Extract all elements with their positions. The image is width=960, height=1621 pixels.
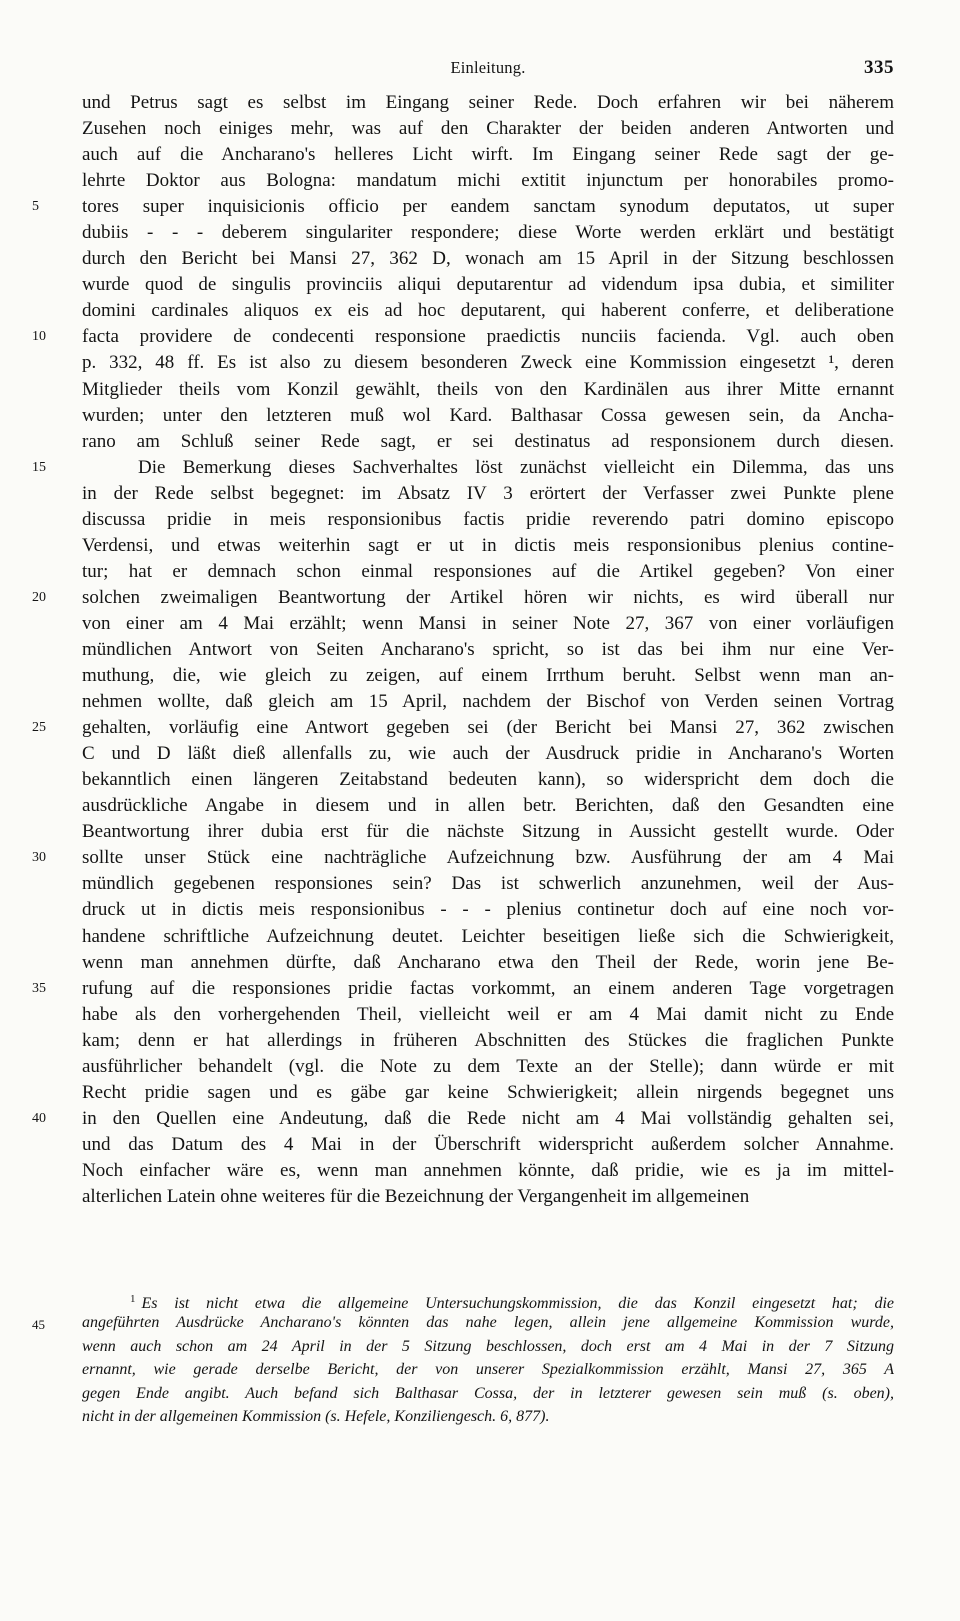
text-line (82, 377, 894, 403)
line-text: Noch einfacher wäre es, wenn man annehmen könnte, daß pridie, wie es ja im mittel- (82, 1159, 894, 1181)
line-number: 35 (32, 980, 46, 996)
text-line (82, 637, 894, 663)
text-line (82, 924, 894, 950)
text-line (82, 298, 894, 324)
line-text: muthung, die, wie gleich zu zeigen, auf einem Irrthum beruht. Selbst wenn man an- (82, 665, 894, 687)
footnote-text: ernannt, wie gerade derselbe Bericht, der von unserer Spezialkommission erzählt, Mansi 27, 365 A (82, 1361, 894, 1379)
text-line (82, 1080, 894, 1106)
text-line (82, 533, 894, 559)
line-text: habe als den vorhergehenden Theil, vielleicht weil er am 4 Mai damit nicht zu Ende (82, 1003, 894, 1025)
line-text: ausführlicher behandelt (vgl. die Note zu dem Texte an der Stelle); dann würde er mit (82, 1055, 894, 1077)
footnote (32, 1288, 894, 1428)
line-text: nehmen wollte, daß gleich am 15 April, nachdem der Bischof von Verden seinen Vortrag (82, 691, 894, 713)
line-text: tores super inquisicionis officio per eandem sanctam synodum deputatos, ut super (82, 196, 894, 218)
text-line (32, 845, 894, 871)
line-text: wurden; unter den letzteren muß wol Kard. Balthasar Cossa gewesen sein, da Ancha- (82, 404, 894, 426)
text-line (82, 1184, 894, 1210)
footnote-line (82, 1382, 894, 1405)
footnote-line (82, 1288, 894, 1311)
line-text: p. 332, 48 ff. Es ist also zu diesem besonderen Zweck eine Kommission eingesetzt ¹, deren (82, 352, 894, 374)
footnote-text: gegen Ende angibt. Auch befand sich Balthasar Cossa, der in letzterer gewesen sein muß (s. oben), (82, 1384, 894, 1402)
footnote-line (32, 1311, 894, 1334)
line-number: 25 (32, 720, 46, 736)
text-line (82, 142, 894, 168)
text-line (32, 1106, 894, 1132)
text-line (82, 767, 894, 793)
line-number: 45 (32, 1317, 45, 1333)
footnote-line (82, 1358, 894, 1381)
footnote-line (82, 1405, 894, 1428)
text-line (82, 611, 894, 637)
line-number: 5 (32, 199, 39, 215)
line-text: in den Quellen eine Andeutung, daß die Rede nicht am 4 Mai vollständig gehalten sei, (82, 1107, 894, 1129)
text-line (82, 1054, 894, 1080)
line-number: 15 (32, 459, 46, 475)
text-line (82, 403, 894, 429)
main-text (32, 90, 894, 1210)
line-text: C und D läßt dieß allenfalls zu, wie auch der Ausdruck pridie in Ancharano's Worten (82, 743, 894, 765)
text-line (82, 1002, 894, 1028)
line-text: wurde quod de singulis provinciis aliqui deputarentur ad videndum ipsa dubia, et similiter (82, 274, 894, 296)
footnote-text: Es ist nicht etwa die allgemeine Untersuchungskommission, die das Konzil eingesetzt hat; die (141, 1295, 894, 1312)
line-text: solchen zweimaligen Beantwortung der Artikel hören wir nichts, es wird überall nur (82, 586, 894, 608)
line-text: handene schriftliche Aufzeichnung deutet. Leichter beseitigen ließe sich die Schwierigkeit, (82, 925, 894, 947)
line-text: Die Bemerkung dieses Sachverhaltes löst zunächst vielleicht ein Dilemma, das uns (138, 456, 894, 478)
text-line (82, 116, 894, 142)
text-line (82, 689, 894, 715)
line-number: 40 (32, 1110, 46, 1126)
text-line (82, 663, 894, 689)
text-line (82, 220, 894, 246)
text-line (82, 90, 894, 116)
text-line (82, 1158, 894, 1184)
running-header (82, 58, 894, 86)
text-line (82, 350, 894, 376)
line-text: lehrte Doktor aus Bologna: mandatum michi extitit injunctum per honorabiles promo- (82, 170, 894, 192)
line-text: Recht pridie sagen und es gäbe gar keine Schwierigkeit; allein nirgends begegnet uns (82, 1081, 894, 1103)
footnote-text: angeführten Ausdrücke Ancharano's könnten das nahe legen, allein jene allgemeine Kommission wurde, (82, 1314, 894, 1332)
text-line (82, 897, 894, 923)
line-text: mündlich gegebenen responsiones sein? Das ist schwerlich anzunehmen, weil der Aus- (82, 873, 894, 895)
line-text: discussa pridie in meis responsionibus factis pridie reverendo patri domino episcopo (82, 508, 894, 530)
text-line (32, 194, 894, 220)
line-text: gehalten, vorläufig eine Antwort gegeben sei (der Bericht bei Mansi 27, 362 zwischen (82, 717, 894, 739)
line-text: Beantwortung ihrer dubia erst für die nächste Sitzung in Aussicht gestellt wurde. Oder (82, 821, 894, 843)
text-line (82, 507, 894, 533)
line-text: Mitglieder theils vom Konzil gewählt, theils von den Kardinälen aus ihrer Mitte ernannt (82, 378, 894, 400)
text-line (82, 481, 894, 507)
text-line (82, 793, 894, 819)
text-line (82, 429, 894, 455)
line-text: auch auf die Ancharano's helleres Licht wirft. Im Eingang seiner Rede sagt der ge- (82, 144, 894, 166)
line-text: dubiis - - - deberem singulariter respondere; diese Worte werden erklärt und bestätigt (82, 222, 894, 244)
text-line (32, 715, 894, 741)
text-line (82, 871, 894, 897)
text-line (32, 324, 894, 350)
text-line (82, 1028, 894, 1054)
line-text: und das Datum des 4 Mai in der Überschrift widerspricht außerdem solcher Annahme. (82, 1133, 894, 1155)
text-line (82, 950, 894, 976)
text-line (82, 1132, 894, 1158)
line-text: tur; hat er demnach schon einmal responsiones auf die Artikel gegeben? Von einer (82, 560, 894, 582)
line-text: rufung auf die responsiones pridie factas vorkommt, an einem anderen Tage vorgetragen (82, 977, 894, 999)
line-text: alterlichen Latein ohne weiteres für die Bezeichnung der Vergangenheit im allgemeinen (82, 1185, 750, 1207)
footnote-text: wenn auch schon am 24 April in der 5 Sitzung beschlossen, doch erst am 4 Mai in der 7 Sitzung (82, 1337, 894, 1355)
text-line (82, 168, 894, 194)
text-line (82, 246, 894, 272)
footnote-marker: 1 (130, 1293, 136, 1305)
line-text: Zusehen noch einiges mehr, was auf den Charakter der beiden anderen Antworten und (82, 118, 894, 140)
line-text: durch den Bericht bei Mansi 27, 362 D, wonach am 15 April in der Sitzung beschlossen (82, 248, 894, 270)
line-text: kam; denn er hat allerdings in früheren Abschnitten des Stückes die fraglichen Punkte (82, 1029, 894, 1051)
text-line (82, 272, 894, 298)
line-text: in der Rede selbst begegnet: im Absatz IV 3 erörtert der Verfasser zwei Punkte plene (82, 482, 894, 504)
text-line (32, 585, 894, 611)
line-text: ausdrückliche Angabe in diesem und in allen betr. Berichten, daß den Gesandten eine (82, 795, 894, 817)
line-text: und Petrus sagt es selbst im Eingang seiner Rede. Doch erfahren wir bei näherem (82, 92, 894, 113)
text-line (82, 819, 894, 845)
line-text: druck ut in dictis meis responsionibus - - - plenius continetur doch auf eine noch vor- (82, 899, 894, 921)
page-number: 335 (864, 57, 894, 78)
line-number: 10 (32, 329, 46, 345)
line-text: wenn man annehmen dürfte, daß Ancharano etwa den Theil der Rede, worin jene Be- (82, 951, 894, 973)
text-line (82, 559, 894, 585)
footnote-text: nicht in der allgemeinen Kommission (s. Hefele, Konziliengesch. 6, 877). (82, 1407, 550, 1425)
line-text: facta providere de condecenti responsione praedictis nunciis facienda. Vgl. auch oben (82, 326, 894, 348)
line-text: bekanntlich einen längeren Zeitabstand bedeuten kann), so widerspricht dem doch die (82, 769, 894, 791)
line-text: rano am Schluß seiner Rede sagt, er sei destinatus ad responsionem durch diesen. (82, 430, 894, 452)
line-number: 30 (32, 850, 46, 866)
line-text: mündlichen Antwort von Seiten Ancharano's spricht, so ist das bei ihm nur eine Ver- (82, 638, 894, 660)
running-title: Einleitung. (450, 58, 526, 77)
line-text: von einer am 4 Mai erzählt; wenn Mansi in seiner Note 27, 367 von einer vorläufigen (82, 612, 894, 634)
text-line (32, 455, 894, 481)
line-number: 20 (32, 589, 46, 605)
line-text: domini cardinales aliquos ex eis ad hoc deputarent, qui haberent conferre, et deliberatione (82, 300, 894, 322)
text-line (32, 976, 894, 1002)
text-line (82, 741, 894, 767)
footnote-line (82, 1335, 894, 1358)
line-text: Verdensi, und etwas weiterhin sagt er ut in dictis meis responsionibus plenius contine- (82, 534, 894, 556)
line-text: sollte unser Stück eine nachträgliche Aufzeichnung bzw. Ausführung der am 4 Mai (82, 847, 894, 869)
